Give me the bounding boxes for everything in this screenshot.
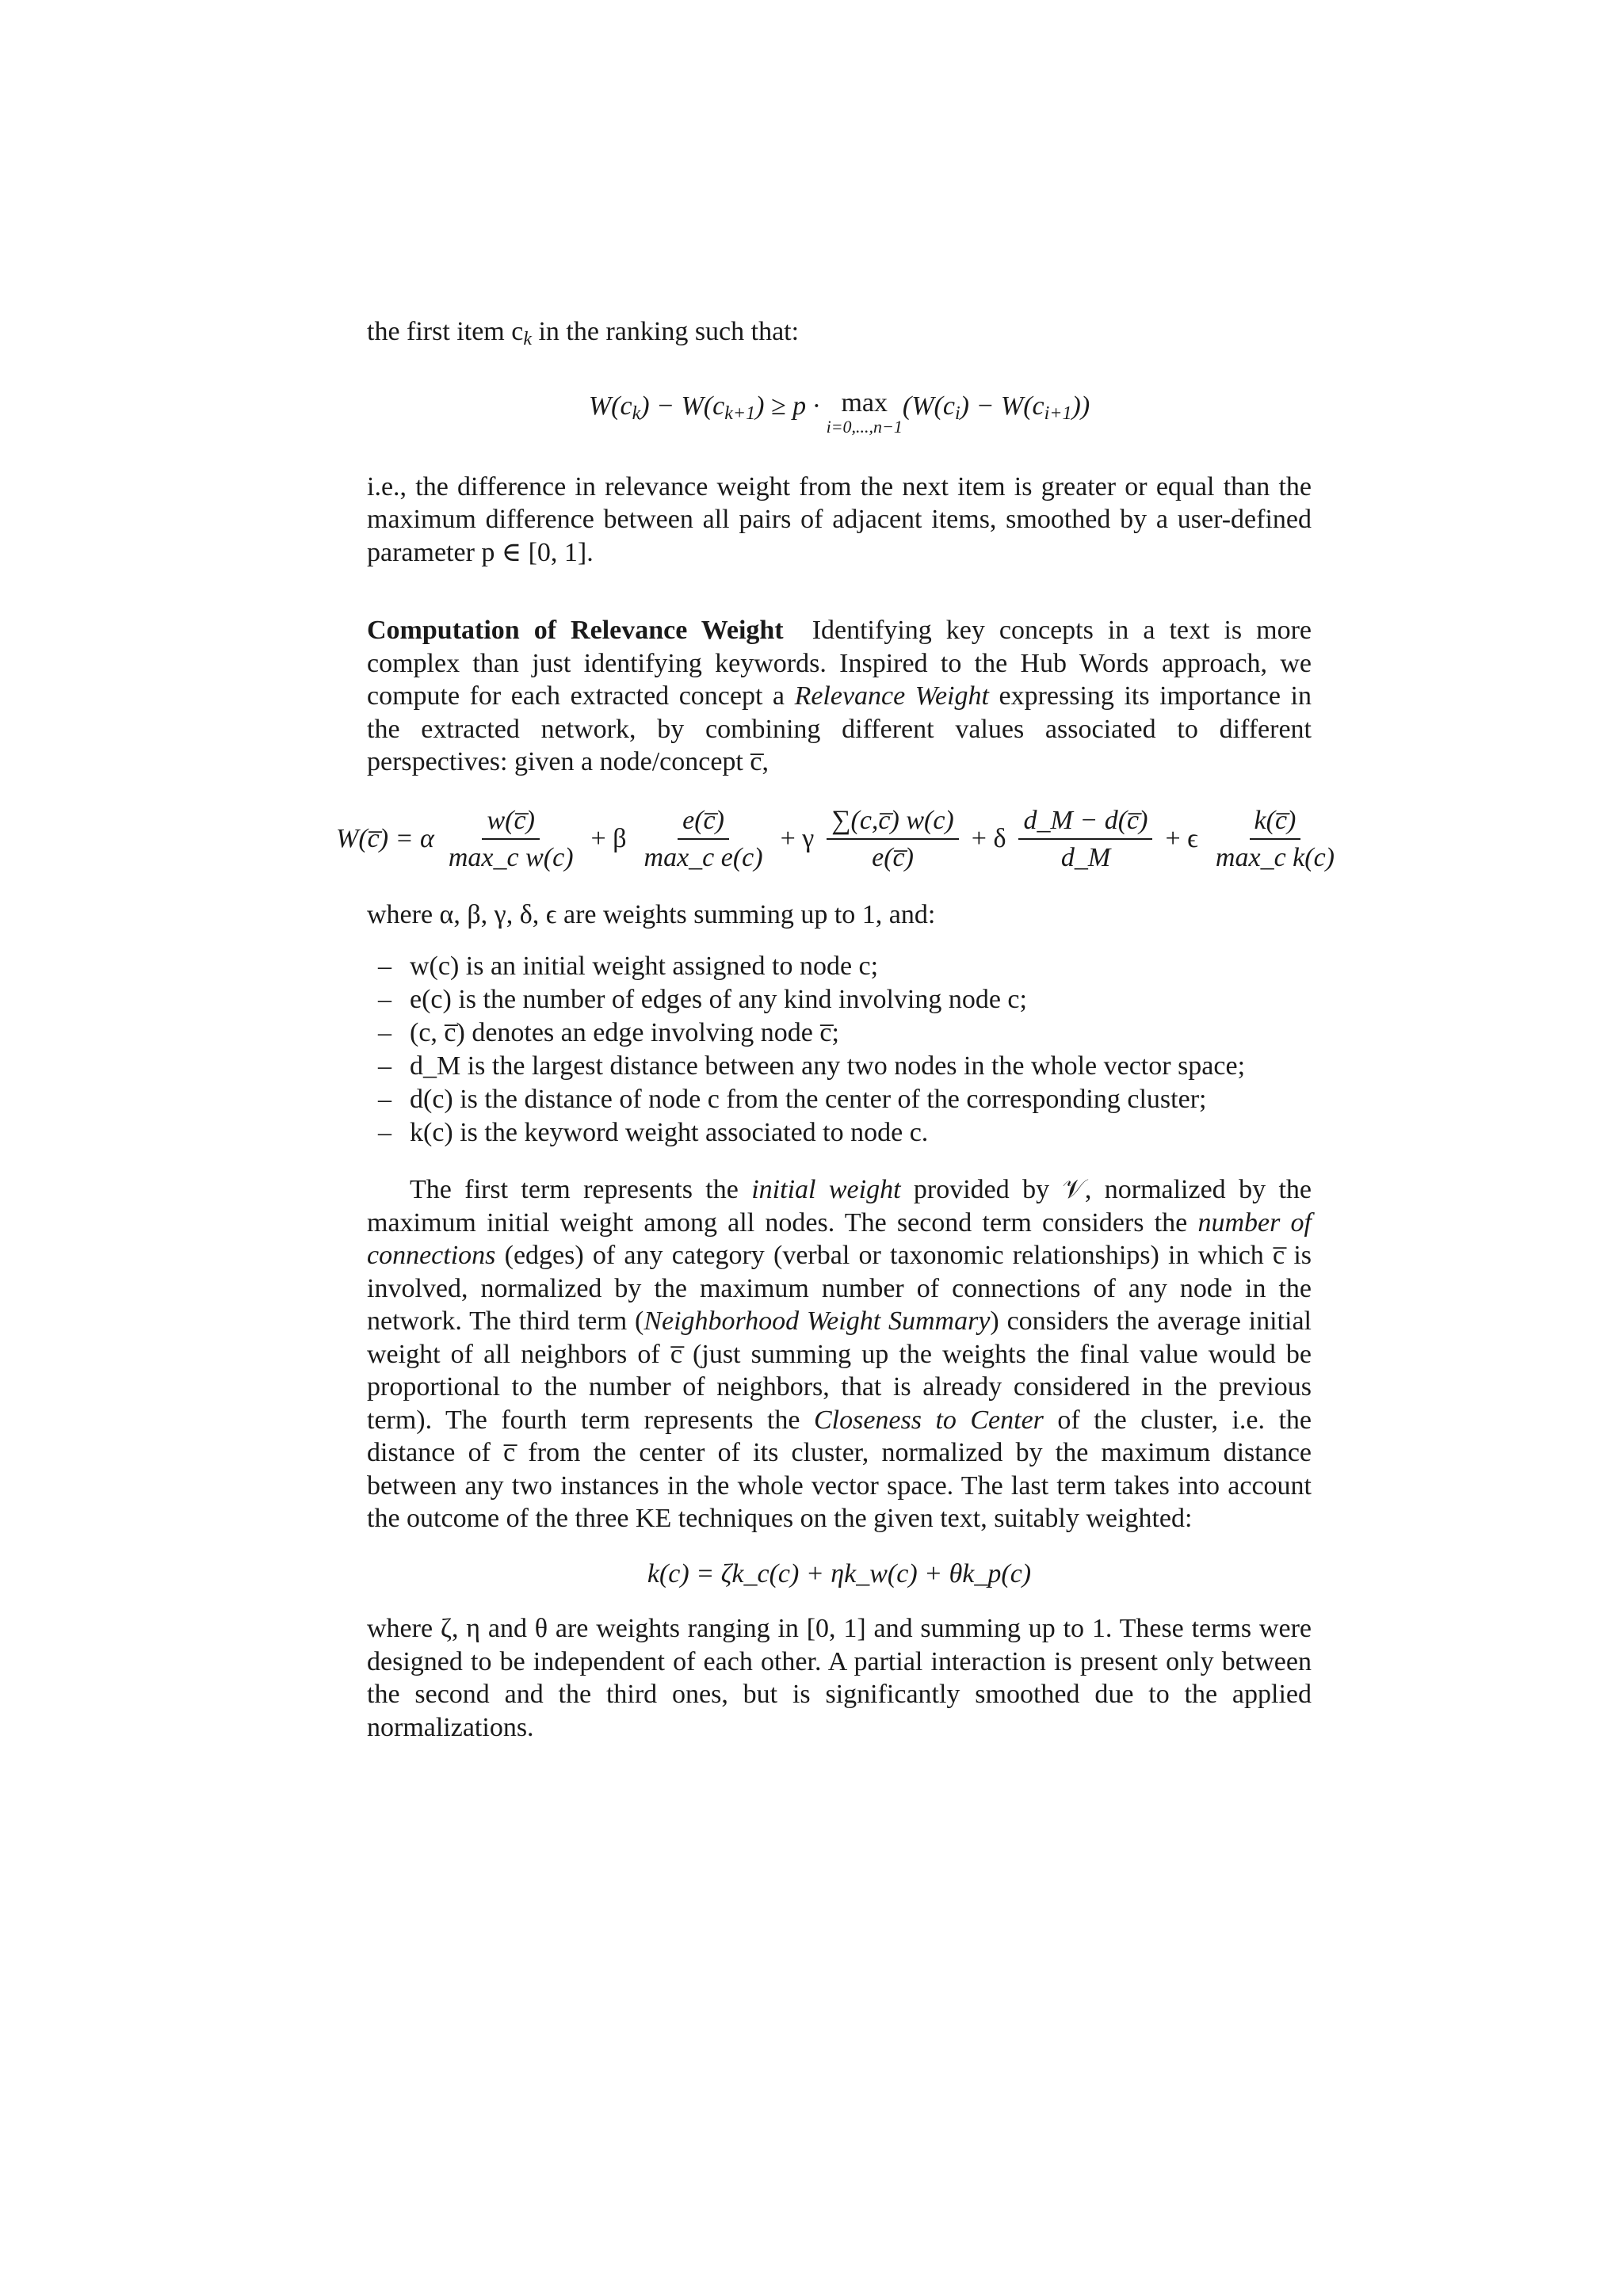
- list-item: – (c, c̅) denotes an edge involving node c̅;: [378, 1016, 1312, 1050]
- where-line: where α, β, γ, δ, ϵ are weights summing up to 1, and:: [367, 899, 936, 929]
- paragraph-threshold: i.e., the difference in relevance weight from the next item is greater or equal than the maximum difference between all pairs of adjacent items, smoothed by a user-defined parameter p ∈ [0, 1].: [367, 471, 1312, 567]
- equation-cutoff: $W(c_k) - W(c_{k+1}) \ge p$ · max i=0,...,n−1 $(W(c_i) - W(c_{i+1}))$: [588, 387, 1090, 437]
- term-initial-weight: $\frac{w(c̅)}{\text{max\_c w(c)}}$: [448, 805, 574, 872]
- list-item: – d(c) is the distance of node c from the center of the corresponding cluster;: [378, 1083, 1312, 1116]
- max-operator: max i=0,...,n−1: [826, 387, 903, 437]
- equation-keyword-weight: k(c) = ζk_c(c) + ηk_w(c) + θk_p(c): [647, 1558, 1032, 1589]
- section-relevance-weight: Computation of Relevance Weight Identifying key concepts in a text is more complex than just identifying keywords. Inspired to the Hub Words approach, we compute for each extracted concept a Relevance Weight expressing its importance in the extracted network, by combining different values associated to different perspectives: given a node/concept c̅,: [367, 616, 1312, 776]
- intro-line: the first item $c_k$ in the ranking such that:: [367, 317, 800, 349]
- section-heading: Computation of Relevance Weight: [367, 616, 784, 645]
- term-keyword: $\frac{k(c̅)}{\text{max\_c k(c)}}$: [1215, 805, 1335, 872]
- list-item: – d_M is the largest distance between any two nodes in the whole vector space;: [378, 1050, 1312, 1083]
- term-neighborhood: $\frac{\sum(c,c̅) w(c)}{e(c̅)}$: [827, 804, 958, 875]
- paragraph-weights: where ζ, η and θ are weights ranging in [0, 1] and summing up to 1. These terms were designed to be independent of each other. A partial interaction is present only between the second and the third ones, but is significantly smoothed due to the applied normalizations.: [367, 1614, 1312, 1742]
- definition-list: [378, 950, 1312, 1150]
- equation-relevance-weight: W(c̅) = α $\frac{w(c̅)}{\text{max\_c w(c)}}$ + β $\frac{e(c̅)}{\text{max\_c e(c)}}$ + γ $\frac{\sum(c,c̅) w(c)}{e(c̅)}$ + δ $\frac{d\_M - d(c̅)}{d\_M}$ + ϵ $\frac{k(c̅)}{\text{max\_c k(c)}}$: [367, 804, 1312, 875]
- text-column: [336, 315, 1335, 1744]
- list-item: – k(c) is the keyword weight associated to node c.: [378, 1116, 1312, 1150]
- list-item: – e(c) is the number of edges of any kind involving node c;: [378, 983, 1312, 1016]
- list-item: – w(c) is an initial weight assigned to node c;: [378, 950, 1312, 983]
- term-connections: $\frac{e(c̅)}{\text{max\_c e(c)}}$: [643, 805, 763, 872]
- term-closeness: $\frac{d\_M - d(c̅)}{d\_M}$: [1018, 804, 1152, 875]
- paragraph-terms: The first term represents the initial weight provided by 𝒱, normalized by the maximum initial weight among all nodes. The second term considers the number of connections (edges) of any category (verbal or taxonomic relationships) in which c̅ is involved, normalized by the maximum number of connections of any node in the network. The third term (Neighborhood Weight Summary) considers the average initial weight of all neighbors of c̅ (just summing up the weights the final value would be proportional to the number of neighbors, that is already considered in the previous term). The fourth term represents the Closeness to Center of the cluster, i.e. the distance of c̅ from the center of its cluster, normalized by the maximum distance between any two instances in the whole vector space. The last term takes into account the outcome of the three KE techniques on the given text, suitably weighted:: [367, 1175, 1312, 1533]
